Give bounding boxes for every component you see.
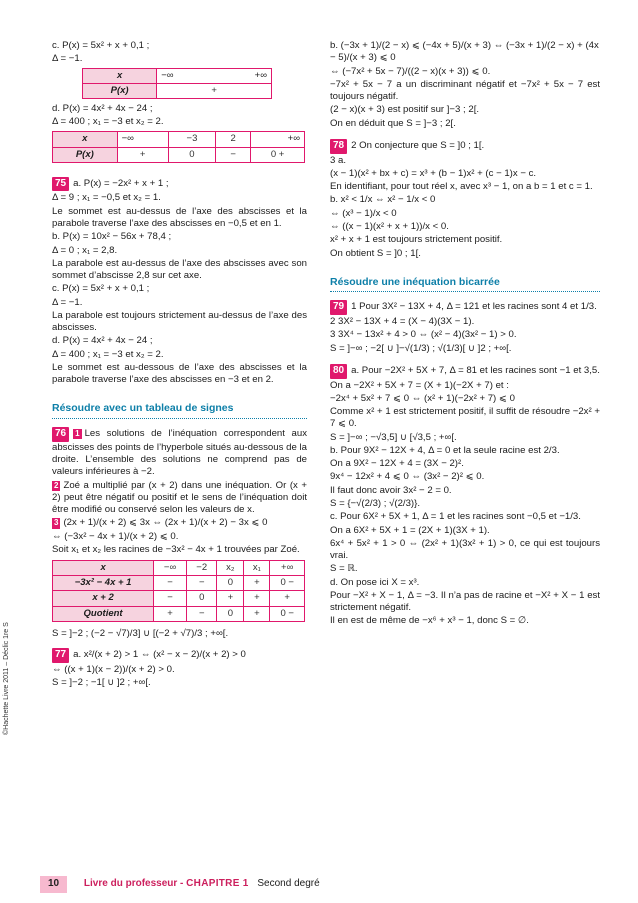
ex77-l2: ⇔ ((x + 1)(x − 2))/(x + 2) > 0.: [52, 663, 175, 675]
ex80-number: 80: [330, 364, 347, 379]
t2-row-4: 0 +: [251, 147, 305, 162]
ex80-line-11: On a 6X² + 5X + 1 = (2X + 1)(3X + 1).: [330, 524, 490, 536]
ex80-line-8: Il faut donc avoir 3x² − 2 = 0.: [330, 484, 452, 496]
ex75-line-7: Δ = −1.: [52, 296, 83, 308]
t3-r3-1: +: [154, 606, 187, 621]
ex80-line-15: Pour −X² + X − 1, Δ = −3. Il n’a pas de racine et −X² + X − 1 est strictement négatif.: [330, 589, 600, 614]
t1-head-pinf: +∞: [214, 68, 271, 83]
ex76-p2-text: Zoé a multiplié par (x + 2) dans une inéquation. Or (x + 2) peut être négatif ou positif et le sens de l’inéquation doit être modifié ou conservé selon les valeurs de x.: [52, 479, 307, 516]
ex80-line-0: [330, 364, 600, 379]
t3-r2-label: x + 2: [53, 591, 154, 606]
t3-r1-3: 0: [217, 576, 244, 591]
ex78-l0: 2 On conjecture que S = ]0 ; 1[.: [351, 139, 485, 151]
ex75-line-6: c. P(x) = 5x² + x + 0,1 ;: [52, 283, 150, 295]
ex78-number: 78: [330, 139, 347, 154]
t3-head-4: x₁: [244, 561, 270, 576]
t3-r2-2: 0: [186, 591, 217, 606]
ex75-number: 75: [52, 177, 69, 192]
ex75-line-10: Δ = 400 ; x₁ = −3 et x₂ = 2.: [52, 348, 164, 360]
section-bicarree: Résoudre une inéquation bicarrée: [330, 276, 600, 292]
right-column: [330, 40, 600, 629]
t2-head-2: −3: [168, 132, 216, 147]
copyright-credit: ©Hachette Livre 2011 – Déclic 1re S: [3, 622, 10, 735]
sign-table-2: [52, 131, 305, 162]
t3-head-5: +∞: [270, 561, 305, 576]
t2-head-4: +∞: [251, 132, 305, 147]
t2-head-x: x: [53, 132, 118, 147]
t2-row-label: P(x): [53, 147, 118, 162]
ex80-line-1: On a −2X² + 5X + 7 = (X + 1)(−2X + 7) et :: [330, 379, 509, 391]
sign-table-1: [82, 68, 272, 99]
ex80-line-14: d. On pose ici X = x³.: [330, 576, 420, 588]
t1-row-sign: +: [157, 83, 272, 98]
t2-head-3: 2: [216, 132, 251, 147]
ex75-line-5: La parabole est au-dessus de l’axe des abscisses avec son sommet d’abscisse 2,8 sur cet axe.: [52, 257, 307, 282]
t3-r1-4: +: [244, 576, 270, 591]
ex76-p1-text: Les solutions de l’inéquation correspondent aux abscisses des points de l’hyperbole situés au-dessous de la droite. L’ensemble des solutions ne comprend pas de valeurs inférieures à −2.: [52, 427, 307, 478]
ex79-line-3: S = ]−∞ ; −2[ ∪ ]−√(1/3) ; √(1/3)[ ∪ ]2 ; +∞[.: [330, 342, 512, 354]
section-sign-table: Résoudre avec un tableau de signes: [52, 402, 307, 418]
ex78-line-0: [330, 139, 600, 154]
t3-r1-label: −3x² − 4x + 1: [53, 576, 154, 591]
t3-r3-2: −: [186, 606, 217, 621]
ex75-line-0: [52, 177, 307, 192]
t3-r1-5: 0 −: [270, 576, 305, 591]
ex76-p3a-text: (2x + 1)/(x + 2) ⩽ 3x ⇔ (2x + 1)/(x + 2) − 3x ⩽ 0: [63, 517, 268, 529]
t2-row-2: 0: [168, 147, 216, 162]
t2-row-3: −: [216, 147, 251, 162]
ex77-l1: [52, 648, 307, 663]
t3-head-1: −∞: [154, 561, 187, 576]
ex80-line-5: b. Pour 9X² − 12X + 4, Δ = 0 et la seule racine est 2/3.: [330, 444, 560, 456]
ex80-line-9: S = {−√(2/3) ; √(2/3)}.: [330, 498, 420, 509]
ex77-l1-text: a. x²/(x + 2) > 1 ⇔ (x² − x − 2)/(x + 2) > 0: [73, 648, 246, 660]
d-top-delta: Δ = 400 ; x₁ = −3 et x₂ = 2.: [52, 116, 164, 128]
footer-book: Livre du professeur -: [83, 878, 184, 889]
ex76-sub1: 1: [75, 428, 80, 438]
t3-head-2: −2: [186, 561, 217, 576]
t3-r1-1: −: [154, 576, 187, 591]
t3-r2-3: +: [217, 591, 244, 606]
ex78-line-8: On obtient S = ]0 ; 1[.: [330, 247, 421, 259]
t3-r3-5: 0 −: [270, 606, 305, 621]
ex80-l0: a. Pour −2X² + 5X + 7, Δ = 81 et les racines sont −1 et 3,5.: [351, 364, 600, 376]
c-top: c. P(x) = 5x² + x + 0,1 ;: [52, 40, 150, 51]
ex76-number: 76: [52, 427, 69, 442]
t3-r3-label: Quotient: [53, 606, 154, 621]
ex79-line-1: 2 3X² − 13X + 4 = (X − 4)(3X − 1).: [330, 316, 475, 328]
ex76-sub3: 3: [54, 518, 59, 528]
ex76-p3b: ⇔ (−3x² − 4x + 1)/(x + 2) ⩽ 0.: [52, 530, 179, 542]
b-line-3: (2 − x)(x + 3) est positif sur ]−3 ; 2[.: [330, 104, 480, 116]
ex77-l3: S = ]−2 ; −1[ ∪ ]2 ; +∞[.: [52, 677, 151, 689]
b-line-0: b. (−3x + 1)/(2 − x) ⩽ (−4x + 5)/(x + 3) ⇔ (−3x + 1)/(2 − x) + (4x − 5)/(x + 3) ⩽ 0: [330, 40, 599, 64]
ex78-line-3: En identifiant, pour tout réel x, avec x³ − 1, on a b = 1 et c = 1.: [330, 181, 593, 193]
ex76-p3a: [52, 517, 307, 529]
ex78-line-1: 3 a.: [330, 154, 347, 166]
ex76-p1: [52, 427, 307, 479]
ex78-line-4: b. x² < 1/x ⇔ x² − 1/x < 0: [330, 194, 436, 206]
ex80-line-13: S = ℝ.: [330, 563, 358, 575]
footer-topic: Second degré: [257, 878, 320, 889]
sign-table-3: [52, 560, 305, 622]
ex78-line-7: x² + x + 1 est toujours strictement positif.: [330, 234, 503, 246]
t3-r2-1: −: [154, 591, 187, 606]
t1-row-label: P(x): [83, 83, 157, 98]
ex76-sub2: 2: [54, 480, 59, 490]
ex78-line-5: ⇔ (x³ − 1)/x < 0: [330, 207, 397, 219]
ex80-line-10: c. Pour 6X² + 5X + 1, Δ = 1 et les racines sont −0,5 et −1/3.: [330, 511, 581, 523]
s76: S = ]−2 ; (−2 − √7)/3] ∪ [(−2 + √7)/3 ; +∞[.: [52, 627, 229, 639]
t3-r3-3: 0: [217, 606, 244, 621]
b-line-1: ⇔ (−7x² + 5x − 7)/((2 − x)(x + 3)) ⩽ 0.: [330, 65, 491, 77]
t1-head-x: x: [83, 68, 157, 83]
ex75-a: a. P(x) = −2x² + x + 1 ;: [73, 177, 169, 189]
t3-r2-5: +: [270, 591, 305, 606]
ex75-line-2: Le sommet est au-dessus de l’axe des abscisses et la parabole traverse l’axe des abscisses en −0,5 et en 1.: [52, 205, 307, 230]
t2-row-1: +: [117, 147, 168, 162]
ex76-p3c: Soit x₁ et x₂ les racines de −3x² − 4x + 1 trouvées par Zoé.: [52, 543, 300, 555]
ex79-line-2: 3 3X⁴ − 13x² + 4 > 0 ⇔ (x² − 4)(3x² − 1) > 0.: [330, 329, 517, 341]
page-footer: [40, 876, 320, 893]
t3-r1-2: −: [186, 576, 217, 591]
t3-head-x: x: [53, 561, 154, 576]
ex80-line-2: −2x⁴ + 5x² + 7 ⩽ 0 ⇔ (x² + 1)(−2x² + 7) ⩽ 0: [330, 392, 515, 404]
t2-head-1: −∞: [117, 132, 168, 147]
ex78-line-2: (x − 1)(x² + bx + c) = x³ + (b − 1)x² + (c − 1)x − c.: [330, 167, 537, 179]
footer-chapter: CHAPITRE 1: [186, 878, 249, 889]
ex79-number: 79: [330, 300, 347, 315]
ex80-line-3: Comme x² + 1 est strictement positif, il suffit de résoudre −2x² + 7 ⩽ 0.: [330, 406, 600, 430]
page-number: 10: [40, 876, 67, 893]
t1-head-minf: −∞: [157, 68, 214, 83]
ex75-line-1: Δ = 9 ; x₁ = −0,5 et x₂ = 1.: [52, 192, 161, 204]
ex76-p2: [52, 480, 307, 517]
c-top-delta: Δ = −1.: [52, 53, 83, 65]
ex79-l0: 1 Pour 3X² − 13X + 4, Δ = 121 et les racines sont 4 et 1/3.: [351, 301, 597, 313]
ex80-line-12: 6x⁴ + 5x² + 1 > 0 ⇔ (2x² + 1)(3x² + 1) > 0, ce qui est toujours vrai.: [330, 537, 600, 562]
ex75-line-4: Δ = 0 ; x₁ = 2,8.: [52, 244, 118, 256]
t3-head-3: x₂: [217, 561, 244, 576]
ex80-line-7: 9x⁴ − 12x² + 4 ⩽ 0 ⇔ (3x² − 2)² ⩽ 0.: [330, 471, 485, 483]
b-line-2: −7x² + 5x − 7 a un discriminant négatif et −7x² + 5x − 7 est toujours négatif.: [330, 78, 600, 103]
left-column: [52, 40, 307, 690]
ex75-line-3: b. P(x) = 10x² − 56x + 78,4 ;: [52, 231, 172, 243]
ex75-line-8: La parabole est toujours strictement au-dessus de l’axe des abscisses.: [52, 309, 307, 334]
ex75-line-11: Le sommet est au-dessous de l’axe des abscisses et la parabole traverse l’axe des abscisses en −3 et en 2.: [52, 361, 307, 386]
ex78-line-6: ⇔ ((x − 1)(x² + x + 1))/x < 0.: [330, 220, 449, 232]
b-line-4: On en déduit que S = ]−3 ; 2[.: [330, 117, 456, 129]
t3-r3-4: +: [244, 606, 270, 621]
ex75-line-9: d. P(x) = 4x² + 4x − 24 ;: [52, 335, 153, 347]
ex80-line-4: S = ]−∞ ; −√3,5] ∪ [√3,5 ; +∞[.: [330, 431, 457, 443]
ex77-number: 77: [52, 648, 69, 663]
ex80-line-16: Il en est de même de −x⁶ + x³ − 1, donc S = ∅.: [330, 615, 529, 627]
d-top: d. P(x) = 4x² + 4x − 24 ;: [52, 102, 153, 114]
ex80-line-6: On a 9X² − 12X + 4 = (3X − 2)².: [330, 458, 464, 470]
ex79-line-0: [330, 300, 600, 315]
t3-r2-4: +: [244, 591, 270, 606]
